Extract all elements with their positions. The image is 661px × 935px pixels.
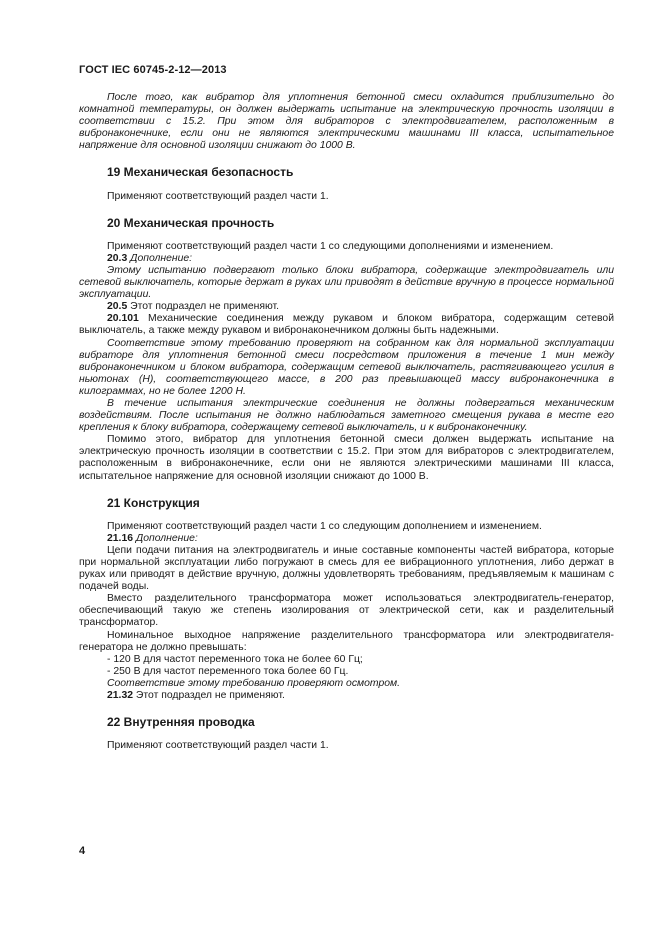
supply-circuits-paragraph: Цепи подачи питания на электродвигатель и иные составные компоненты частей вибратора, которые при нормальной эксплуатации либо погружают в смесь для ее вибрационного уплотнения, либо держат в руках или приводят в действие вручную, должны удовлетворять требованиям, предъявляемым к машинам с подачей воды. (79, 544, 614, 593)
section-19-text: Применяют соответствующий раздел части 1. (107, 190, 329, 202)
motor-generator-paragraph: Вместо разделительного трансформатора может использоваться электродвигатель-генератор, обеспечивающий такую же степень изолирования от электрической сети, как и разделительный трансформатор. (79, 593, 614, 629)
list-item: - 120 В для частот переменного тока не более 60 Гц; (107, 653, 363, 665)
clause-21-32-number: 21.32 (107, 690, 134, 702)
rated-voltage-paragraph: Номинальное выходное напряжение разделительного трансформатора или электродвигателя-генератора не должно превышать: (79, 629, 614, 653)
clause-21-16-number: 21.16 (107, 532, 134, 544)
clause-20-3-number: 20.3 (107, 252, 128, 264)
section-20-text: Применяют соответствующий раздел части 1 со следующими дополнениями и изменением. (107, 240, 554, 252)
additional-test-paragraph: Помимо этого, вибратор для уплотнения бетонной смеси должен выдержать испытание на электрическую прочность изоляции в соответствии с 15.2. При этом для вибраторов с электродвигателем, расположенным в вибронаконечнике, если они не являются электрическими машинами III класса, испытательное напряжение для основной изоляции снижают до 1000 В. (79, 434, 614, 482)
inspection-paragraph: Соответствие этому требованию проверяют осмотром. (107, 677, 401, 689)
during-test-paragraph: В течение испытания электрические соединения не должны подвергаться механическим воздействиям. После испытания не должно наблюдаться заметного смещения рукава в месте его крепления к блоку вибратора, содержащему сетевой выключатель, и к вибронаконечнику. (79, 397, 614, 434)
section-20-heading: 20 Механическая прочность (107, 215, 275, 230)
section-21-text: Применяют соответствующий раздел части 1 со следующим дополнением и изменением. (107, 520, 542, 532)
test-paragraph: Соответствие этому требованию проверяют на собранном как для нормальной эксплуатации вибраторе для уплотнения бетонной смеси посредством приложения в течение 1 мин между вибронаконечником и блоком вибратора, содержащим сетевой выключатель, растягивающего усилия в ньютонах (Н), соответствующего массе, в 200 раз превышающей массу вибронаконечника в килограммах, но не более 1200 Н. (79, 337, 614, 397)
clause-20-5-text: Этот подраздел не применяют. (130, 301, 280, 313)
clause-21-32 (79, 690, 614, 702)
section-22-heading: 22 Внутренняя проводка (107, 715, 255, 730)
clause-21-16-label: Дополнение: (135, 532, 198, 544)
clause-20-3 (79, 253, 614, 265)
intro-paragraph: После того, как вибратор для уплотнения бетонной смеси охладится приблизительно до комнатной температуры, он должен выдержать испытание на электрическую прочность изоляции в соответствии с 15.2. При этом для вибраторов с электродвигателем, расположенным в вибронаконечнике, если они не являются электрическими машинами III класса, испытательное напряжение для основной изоляции снижают до 1000 В. (79, 92, 614, 152)
clause-20-3-text: Этому испытанию подвергают только блоки вибратора, содержащие электродвигатель или сетевой выключатель, которые держат в руках или приводят в действие вручную в процессе нормальной эксплуатации. (79, 264, 614, 301)
clause-20-101-number: 20.101 (107, 313, 139, 325)
section-19-heading: 19 Механическая безопасность (107, 165, 294, 180)
clause-20-3-label: Дополнение: (130, 252, 193, 264)
page-number: 4 (79, 845, 86, 857)
clause-20-5 (79, 301, 614, 313)
document-body (79, 92, 614, 752)
clause-21-32-text: Этот подраздел не применяют. (135, 690, 285, 702)
document-header: ГОСТ IEC 60745-2-12—2013 (79, 64, 227, 76)
clause-21-16 (79, 533, 614, 545)
list-item: - 250 В для частот переменного тока более 60 Гц. (107, 665, 349, 677)
clause-20-101-text: Механические соединения между рукавом и блоком вибратора, содержащим сетевой выключатель, а также между рукавом и вибронаконечником должны быть надежными. (79, 313, 615, 337)
clause-20-5-number: 20.5 (107, 301, 128, 313)
section-22-text: Применяют соответствующий раздел части 1. (107, 740, 329, 752)
clause-20-101 (79, 313, 614, 337)
section-21-heading: 21 Конструкция (107, 495, 200, 510)
